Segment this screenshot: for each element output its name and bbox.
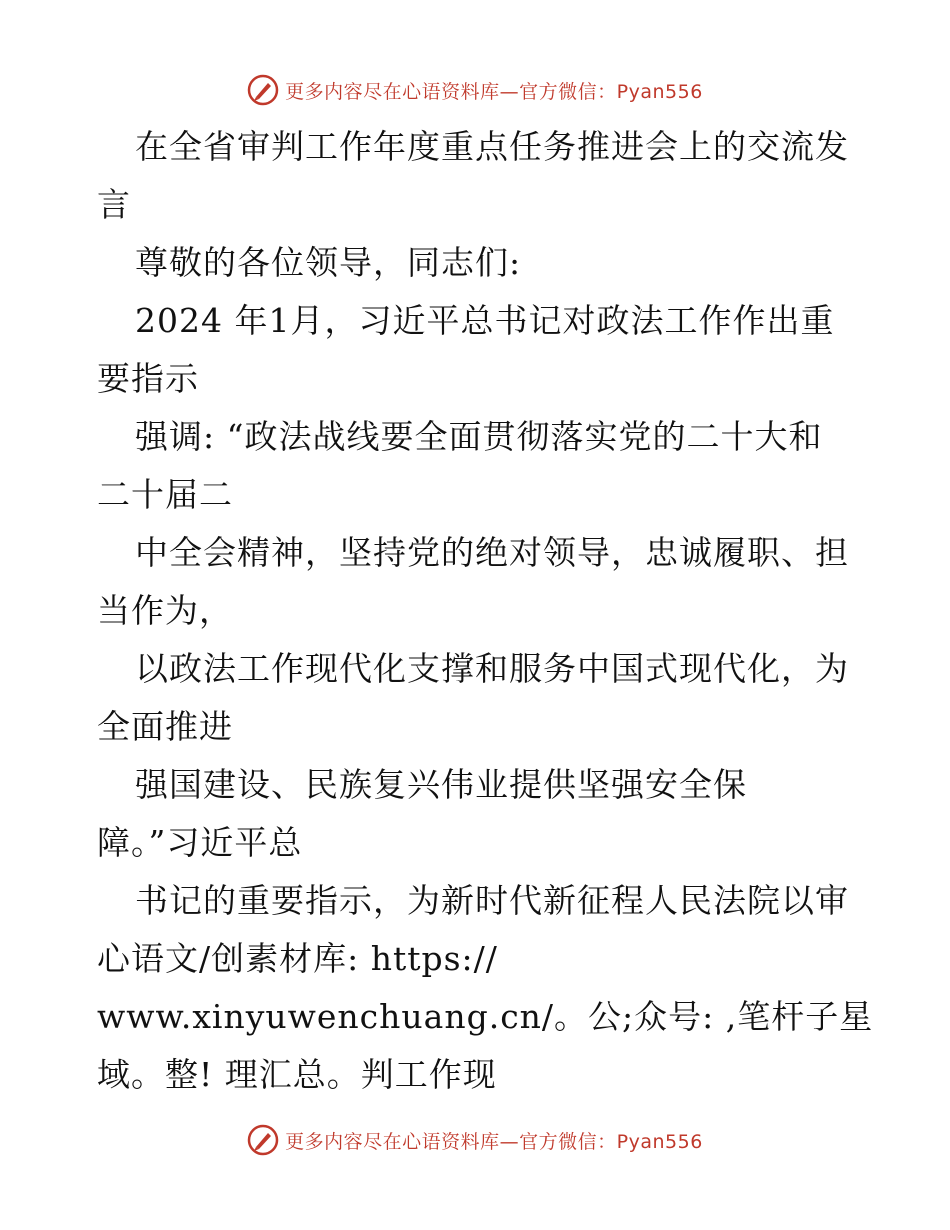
text-line: 要指示 (97, 359, 199, 398)
text-line: 全面推进 (97, 707, 233, 746)
text-line: 障。”习近平总 (97, 823, 303, 862)
text-line: 在全省审判工作年度重点任务推进会上的交流发 (135, 127, 849, 166)
text-line: 强国建设、民族复兴伟业提供坚强安全保 (135, 765, 747, 804)
text-line: 中全会精神，坚持党的绝对领导，忠诚履职、担 (135, 533, 849, 572)
text-line: 以政法工作现代化支撑和服务中国式现代化，为 (135, 649, 849, 688)
watermark-text: 更多内容尽在心语资料库—官方微信：Pyan556 (285, 80, 703, 103)
text-line: 2024 年1月，习近平总书记对政法工作作出重 (135, 301, 835, 340)
text-line: 当作为， (97, 591, 233, 630)
header-watermark (0, 70, 950, 110)
text-line: 域。整! 理汇总。判工作现 (97, 1055, 497, 1094)
text-line: 心语文/创素材库: https:// (97, 939, 498, 978)
text-line: www.xinyuwenchuang.cn/。公;众号: ,笔杆子星 (97, 997, 874, 1036)
text-line: 尊敬的各位领导，同志们: (135, 243, 522, 282)
text-line: 二十届二 (97, 475, 233, 514)
quill-pen-logo-icon (247, 1124, 279, 1156)
text-line: 书记的重要指示，为新时代新征程人民法院以审 (135, 881, 849, 920)
quill-pen-logo-icon (247, 74, 279, 106)
footer-watermark (0, 1120, 950, 1160)
watermark-text: 更多内容尽在心语资料库—官方微信：Pyan556 (285, 1130, 703, 1153)
text-line: 强调: “政法战线要全面贯彻落实党的二十大和 (135, 417, 823, 456)
document-body (97, 118, 874, 1104)
text-line: 言 (97, 185, 131, 224)
